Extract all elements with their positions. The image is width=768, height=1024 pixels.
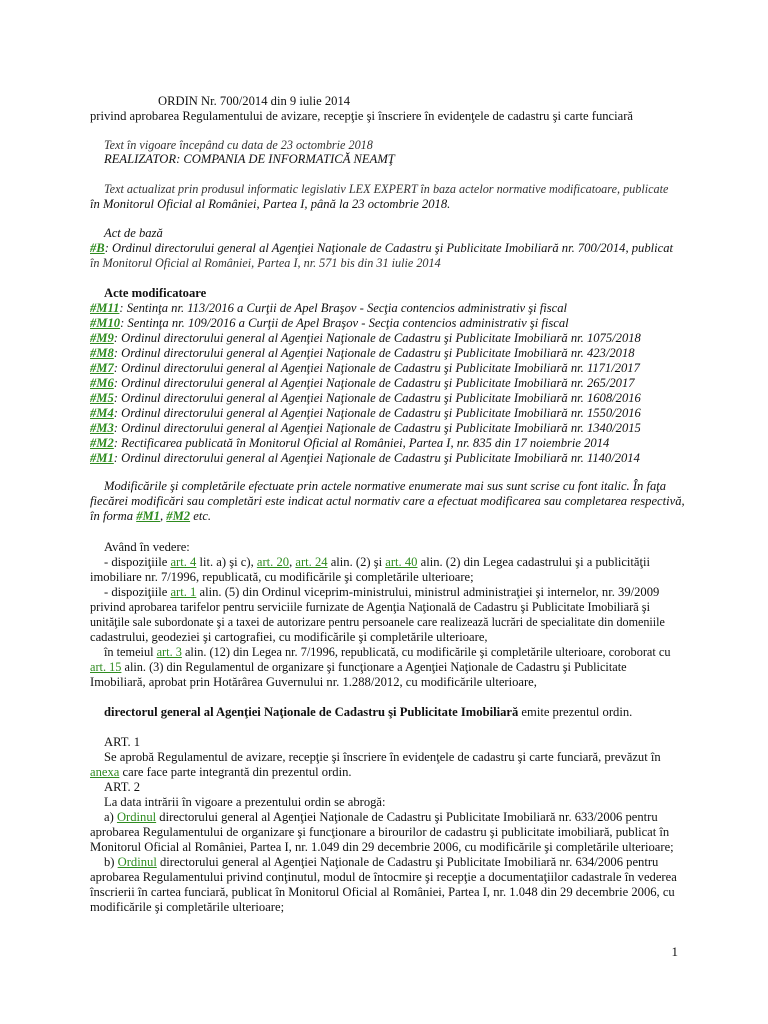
m2-tag-link[interactable]: #M2 [166,509,191,523]
m1-tag-link[interactable]: #M1 [136,509,160,523]
amending-act-item: #M6: Ordinul directorului general al Agenţiei Naţionale de Cadastru şi Publicitate Imobiliară nr. 265/2017 [90,376,635,390]
article-2-heading: ART. 2 [104,780,141,794]
article-link[interactable]: art. 15 [90,660,122,674]
order-link[interactable]: Ordinul [117,855,157,869]
article-1-line1: Se aprobă Regulamentul de avizare, recepţie şi înscriere în evidenţele de cadastru şi carte funciară, prevăzut în [104,750,661,764]
article-link[interactable]: art. 24 [295,555,328,569]
article-2-b-line2: aprobarea Regulamentului privind conţinutul, modul de întocmire şi recepţie a documentaţiilor cadastrale în vederea [90,870,677,884]
page-number: 1 [671,944,678,959]
amending-act-item: #M7: Ordinul directorului general al Agenţiei Naţionale de Cadastru şi Publicitate Imobiliară nr. 1171/2017 [90,361,640,375]
validity-note: Text în vigoare începând cu data de 23 octombrie 2018 [104,138,373,152]
amending-act-tag-link[interactable]: #M1 [90,451,114,465]
amending-act-item: #M11: Sentinţa nr. 113/2016 a Curţii de Apel Braşov - Secţia contencios administrativ şi fiscal [90,301,568,315]
preamble-p1-line2: imobiliare nr. 7/1996, republicată, cu modificările şi completările ulterioare; [90,570,474,584]
italic-note-line3: în forma #M1, #M2 etc. [90,509,212,523]
article-2-a-line1: a) Ordinul directorului general al Agenţiei Naţionale de Cadastru şi Publicitate Imobiliară nr. 633/2006 pentru [104,810,658,824]
preamble-intro: Având în vedere: [104,540,190,554]
amending-act-item: #M2: Rectificarea publicată în Monitorul Oficial al României, Partea I, nr. 835 din 17 noiembrie 2014 [90,436,610,450]
amending-act-tag-link[interactable]: #M2 [90,436,114,450]
article-link[interactable]: art. 20 [256,555,290,569]
article-link[interactable]: art. 1 [170,585,197,599]
order-subtitle: privind aprobarea Regulamentului de avizare, recepţie şi înscriere în evidenţele de cadastru şi carte funciară [90,109,634,123]
article-link[interactable]: art. 40 [385,555,418,569]
realizator-note: REALIZATOR: COMPANIA DE INFORMATICĂ NEAMŢ [104,152,395,166]
amending-act-tag-link[interactable]: #M4 [90,406,114,420]
lex-note-line2: în Monitorul Oficial al României, Partea I, până la 23 octombrie 2018. [90,197,451,211]
amending-act-item: #M9: Ordinul directorului general al Agenţiei Naţionale de Cadastru şi Publicitate Imobiliară nr. 1075/2018 [90,331,641,345]
article-1-line2: anexa care face parte integrantă din prezentul ordin. [90,765,352,779]
preamble-p3-line3: Imobiliară, aprobat prin Hotărârea Guvernului nr. 1.288/2012, cu modificările ulterioare, [90,675,537,689]
amending-act-tag-link[interactable]: #M9 [90,331,114,345]
amending-act-tag-link[interactable]: #M5 [90,391,114,405]
article-1-heading: ART. 1 [104,735,141,749]
base-act-tag-link[interactable]: #B [90,241,105,255]
amending-act-tag-link[interactable]: #M11 [90,301,120,315]
amending-act-tag-link[interactable]: #M8 [90,346,114,360]
preamble-p3-line2: art. 15 alin. (3) din Regulamentul de organizare şi funcţionare a Agenţiei Naţionale de Cadastru şi Publicitate [90,660,627,674]
base-act-heading: Act de bază [104,226,163,240]
amending-act-tag-link[interactable]: #M3 [90,421,114,435]
preamble-p2-line3: unităţile sale subordonate şi a taxei de autorizare pentru persoanele care realizează lucrări de specialitate din domeniile [90,615,665,629]
preamble-p1-line1: - dispoziţiile art. 4 lit. a) şi c), art. 20, art. 24 alin. (2) şi art. 40 alin. (2) din Legea cadastrului şi a publicităţii [104,555,651,569]
preamble-p2-line2: privind aprobarea tarifelor pentru serviciile furnizate de Agenţia Naţională de Cadastru şi Publicitate Imobiliară şi [90,600,650,614]
order-title: ORDIN Nr. 700/2014 din 9 iulie 2014 [158,94,351,108]
article-2-a-line2: aprobarea Regulamentului de organizare şi funcţionare a birourilor de cadastru şi publicitate imobiliară, publicat în [90,825,670,839]
amending-act-item: #M1: Ordinul directorului general al Agenţiei Naţionale de Cadastru şi Publicitate Imobiliară nr. 1140/2014 [90,451,640,465]
base-act-line2: în Monitorul Oficial al României, Partea I, nr. 571 bis din 31 iulie 2014 [90,256,441,270]
order-link[interactable]: Ordinul [116,810,157,824]
amending-act-tag-link[interactable]: #M7 [90,361,114,375]
amending-act-item: #M4: Ordinul directorului general al Agenţiei Naţionale de Cadastru şi Publicitate Imobiliară nr. 1550/2016 [90,406,641,420]
article-2-b-line1: b) Ordinul directorului general al Agenţiei Naţionale de Cadastru şi Publicitate Imobiliară nr. 634/2006 pentru [104,855,659,869]
lex-note-line1: Text actualizat prin produsul informatic legislativ LEX EXPERT în baza actelor normative modificatoare, publicate [104,182,669,196]
amending-act-item: #M10: Sentinţa nr. 109/2016 a Curţii de Apel Braşov - Secţia contencios administrativ şi fiscal [90,316,569,330]
article-2-intro: La data intrării în vigoare a prezentului ordin se abrogă: [104,795,386,809]
amending-act-tag-link[interactable]: #M6 [90,376,114,390]
article-2-b-line4: modificările şi completările ulterioare; [90,900,285,914]
article-2-b-line3: înscrierii în cartea funciară, publicat în Monitorul Oficial al României, Partea I, nr. 1.048 din 29 decembrie 2006, cu [90,885,675,899]
preamble-p2-line4: cadastrului, geodeziei şi cartografiei, cu modificările şi completările ulterioare, [90,630,488,644]
amending-act-item: #M5: Ordinul directorului general al Agenţiei Naţionale de Cadastru şi Publicitate Imobiliară nr. 1608/2016 [90,391,641,405]
article-2-a-line3: Monitorul Oficial al României, Partea I, nr. 1.049 din 29 decembrie 2006, cu modificările şi completările ulterioare; [90,840,674,854]
amending-act-tag-link[interactable]: #M10 [90,316,121,330]
article-link[interactable]: art. 4 [170,555,197,569]
italic-note-line2: fiecărei modificări sau completări este indicat actul normativ care a efectuat modificarea sau completarea respectivă, [90,494,685,508]
amending-act-item: #M8: Ordinul directorului general al Agenţiei Naţionale de Cadastru şi Publicitate Imobiliară nr. 423/2018 [90,346,635,360]
article-link[interactable]: art. 3 [156,645,182,659]
issuer-statement: directorul general al Agenţiei Naţionale de Cadastru şi Publicitate Imobiliară emite prezentul ordin. [104,705,633,719]
italic-note-line1: Modificările şi completările efectuate prin actele normative enumerate mai sus sunt scrise cu font italic. În faţa [104,479,667,493]
preamble-p2-line1: - dispoziţiile art. 1 alin. (5) din Ordinul viceprim-ministrului, ministrul administraţiei şi internelor, nr. 39/2009 [104,585,660,599]
amending-act-item: #M3: Ordinul directorului general al Agenţiei Naţionale de Cadastru şi Publicitate Imobiliară nr. 1340/2015 [90,421,641,435]
amending-acts-heading: Acte modificatoare [104,286,207,300]
base-act-line1: #B: Ordinul directorului general al Agenţiei Naţionale de Cadastru şi Publicitate Imobiliară nr. 700/2014, publicat [90,241,674,255]
preamble-p3-line1: în temeiul art. 3 alin. (12) din Legea nr. 7/1996, republicată, cu modificările şi completările ulterioare, coroborat cu [104,645,671,659]
annex-link[interactable]: anexa [90,765,120,779]
